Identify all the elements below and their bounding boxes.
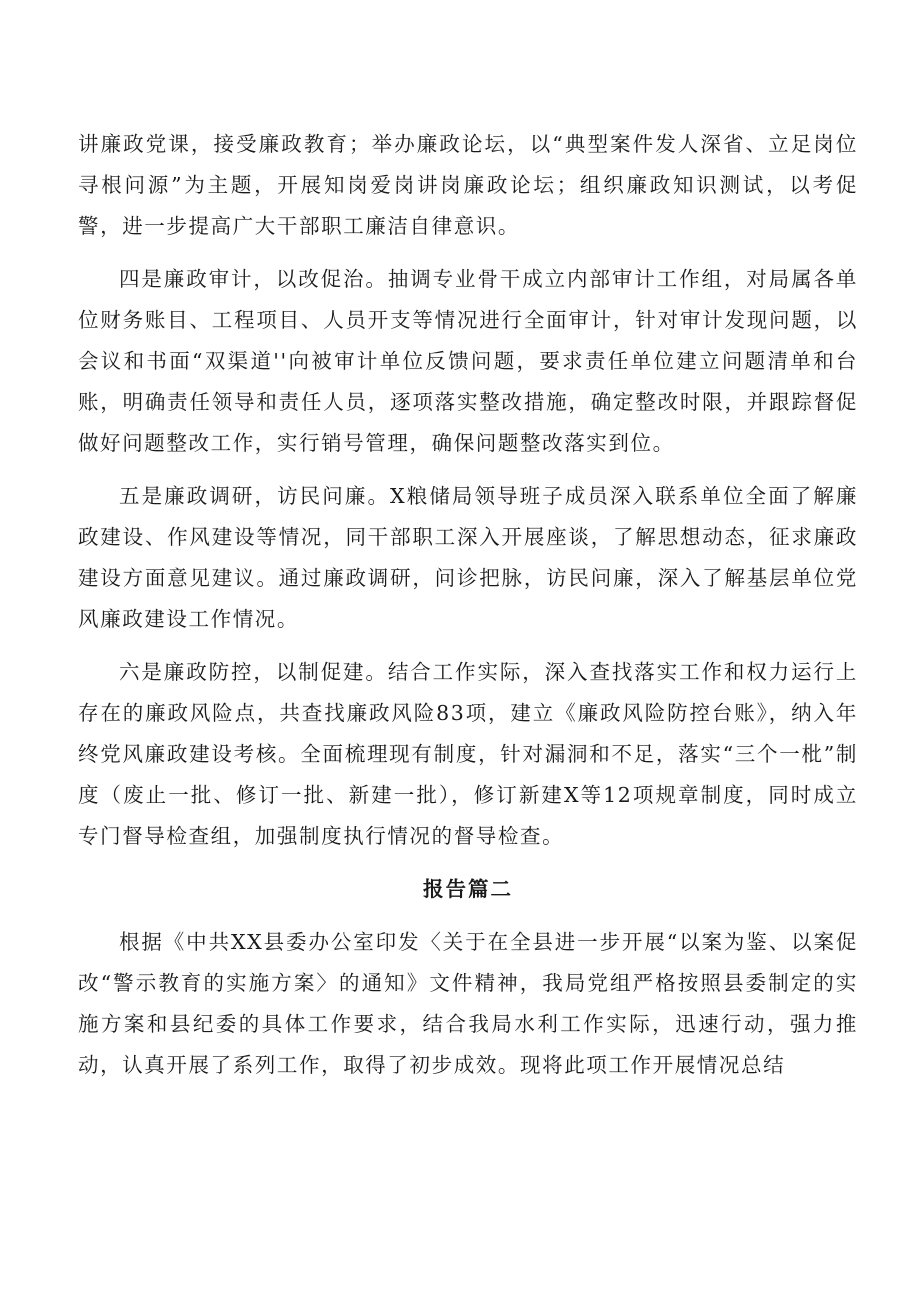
paragraph-research: 五是廉政调研，访民问廉。X粮储局领导班子成员深入联系单位全面了解廉政建设、作风建设等情况，同干部职工深入开展座谈，了解思想动态，征求廉政建设方面意见建议。通过廉政调研，问诊把脉，访民问廉，深入了解基层单位党风廉政建设工作情况。 (78, 484, 858, 631)
document-body (78, 124, 858, 1098)
paragraph-prevention: 六是廉政防控，以制促建。结合工作实际，深入查找落实工作和权力运行上存在的廉政风险点，共查找廉政风险83项，建立《廉政风险防控台账》，纳入年终党风廉政建设考核。全面梳理现有制度，针对漏洞和不足，落实“三个一枇”制度（废止一批、修订一批、新建一批），修订新建X等12项规章制度，同时成立专门督导检查组，加强制度执行情况的督导检查。 (78, 660, 858, 848)
paragraph-report-two: 根据《中共XX县委办公室印发〈关于在全县进一步开展“以案为鉴、以案促改“警示教育的实施方案〉的通知》文件精神，我局党组严格按照县委制定的实施方案和县纪委的具体工作要求，结合我局水利工作实际，迅速行动，强力推动，认真开展了系列工作，取得了初步成效。现将此项工作开展情况总结 (78, 930, 858, 1077)
paragraph-continued: 讲廉政党课，接受廉政教育；举办廉政论坛，以“典型案件发人深省、立足岗位寻根问源”为主题，开展知岗爱岗讲岗廉政论坛；组织廉政知识测试，以考促警，进一步提高广大干部职工廉洁自律意识。 (78, 132, 858, 238)
paragraph-audit: 四是廉政审计，以改促治。抽调专业骨干成立内部审计工作组，对局属各单位财务账目、工程项目、人员开支等情况进行全面审计，针对审计发现问题，以会议和书面“双渠道''向被审计单位反馈问题，要求责任单位建立问题清单和台账，明确责任领导和责任人员，逐项落实整改措施，确定整改时限，并跟踪督促做好问题整改工作，实行销号管理，确保问题整改落实到位。 (78, 267, 858, 455)
section-heading: 报告篇二 (423, 877, 513, 901)
